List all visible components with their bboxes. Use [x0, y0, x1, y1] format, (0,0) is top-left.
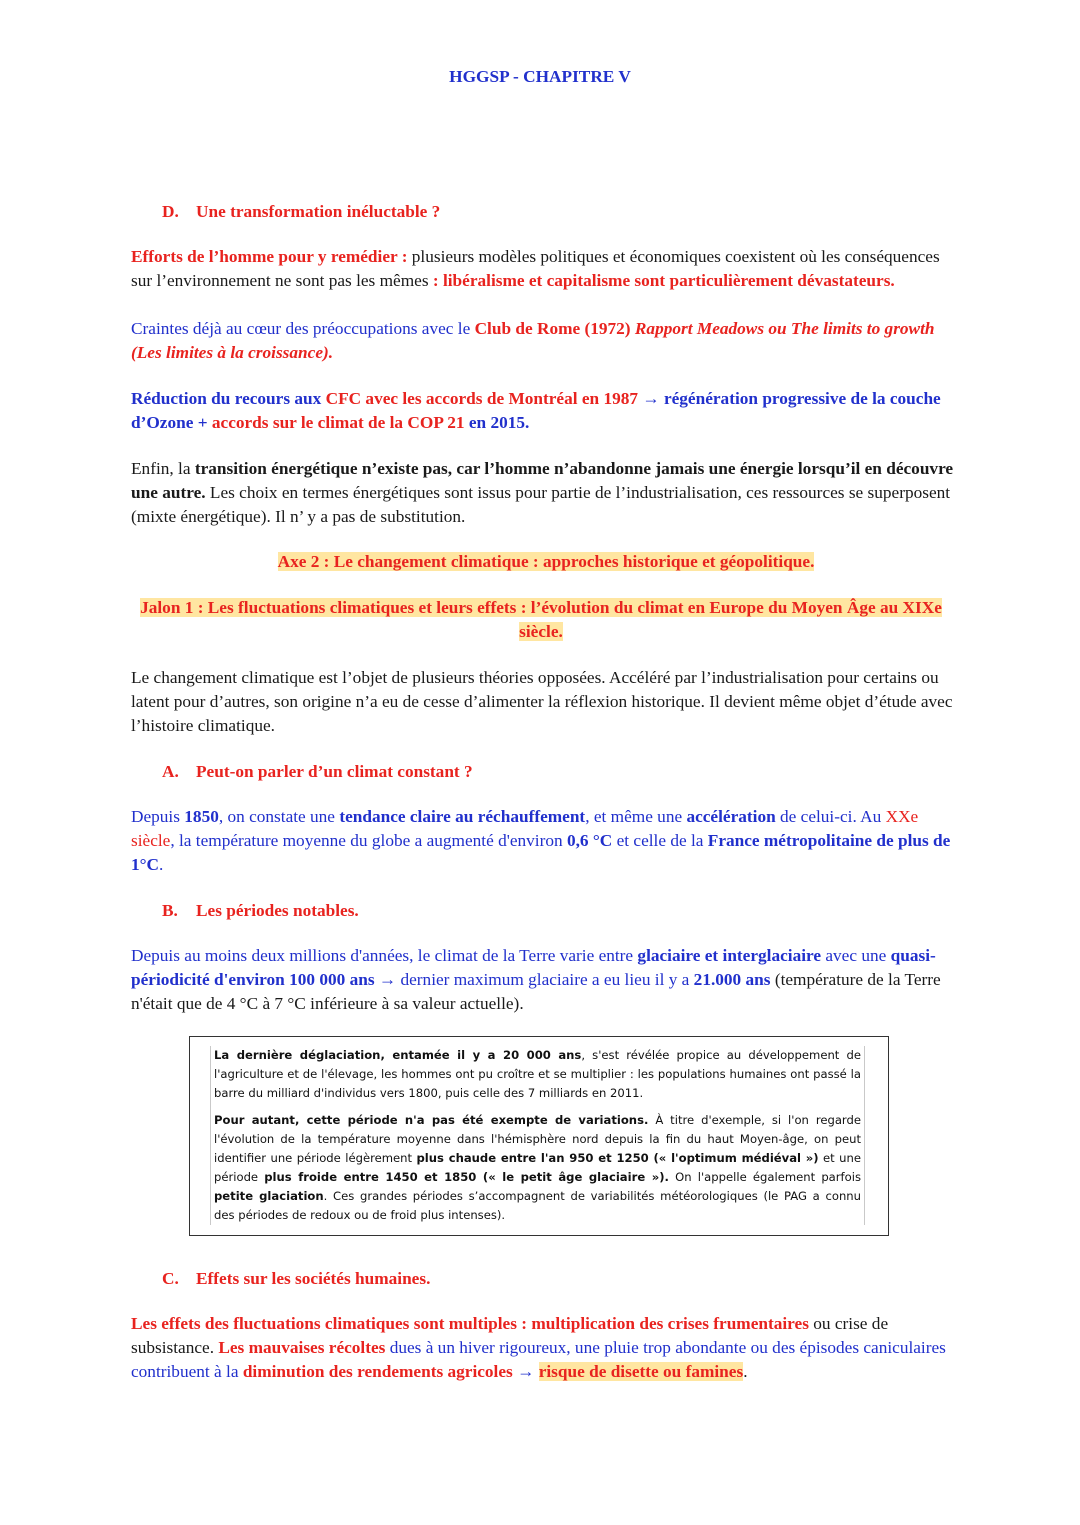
e-recoltes: Les mauvaises récoltes	[218, 1338, 386, 1357]
paragraph-intro: Le changement climatique est l’objet de plusieurs théories opposées. Accéléré par l’industrialisation pour certains ou latent pour d’autres, son origine n’a eu de cesse d’alimenter la réflexion historique. Il devient même objet d’étude avec l’histoire climatique.	[131, 668, 953, 735]
q2-petite-glaciation: petite glaciation	[214, 1189, 324, 1203]
axe-2-title	[131, 550, 961, 574]
transition-rest: Les choix en termes énergétiques sont issus pour partie de l’industrialisation, ces ressources se superposent (mixte énergétique). Il n’ y a pas de substitution.	[131, 483, 951, 526]
g-21000: 21.000 ans	[693, 970, 771, 989]
axe-2-text: Axe 2 : Le changement climatique : approches historique et géopolitique.	[277, 552, 815, 571]
section-d-letter: D.	[162, 202, 179, 221]
e-rendements: diminution des rendements agricoles	[242, 1362, 513, 1381]
e-arrow: →	[512, 1362, 539, 1381]
q2-bold-1: Pour autant, cette période n'a pas été exempte de variations.	[214, 1113, 649, 1127]
e-text-2: dues à un hiver rigoureux, une pluie trop abondante ou des épisodes caniculaires contribuent à la	[131, 1338, 946, 1381]
g-text-2: avec une	[821, 946, 891, 965]
r-text-1: Depuis	[131, 807, 185, 826]
g-text-1: Depuis au moins deux millions d'années, le climat de la Terre varie entre	[131, 946, 638, 965]
r-1850: 1850	[184, 807, 219, 826]
r-acceleration: accélération	[686, 807, 776, 826]
g-periodicite: quasi-périodicité d'environ 100 000 ans	[131, 946, 936, 989]
efforts-conclusion: : libéralisme et capitalisme sont particulièrement dévastateurs.	[432, 271, 895, 290]
g-text-3: → dernier maximum glaciaire a eu lieu il y a	[374, 970, 694, 989]
section-a-letter: A.	[162, 762, 179, 781]
q2-optimum: plus chaude entre l'an 950 et 1250 (« l'optimum médiéval »)	[416, 1151, 819, 1165]
q1-text: , s'est révélée propice au développement de l'agriculture et de l'élevage, les hommes ont pu croître et se multiplier : les populations humaines ont passé la barre du milliard d'individus vers 1800, puis celle des 7 milliards en 2011.	[214, 1048, 861, 1100]
jalon-1-title	[131, 596, 951, 644]
r-text-3: , et même une	[585, 807, 687, 826]
efforts-text: plusieurs modèles politiques et économiques coexistent où les conséquences sur l’environnement ne sont pas les mêmes	[131, 247, 940, 290]
q2-text-4: . Ces grandes périodes s’accompagnent de variabilités météorologiques (le PAG a connu des périodes de redoux ou de froid plus intenses).	[214, 1189, 861, 1222]
r-text-2: , on constate une	[218, 807, 340, 826]
cfc-ozone: → régénération progressive de la couche d’Ozone +	[131, 389, 941, 432]
paragraph-efforts	[131, 245, 961, 293]
quote-paragraph-2	[214, 1111, 861, 1225]
quote-box	[189, 1036, 889, 1236]
efforts-label: Efforts de l’homme pour y remédier :	[131, 247, 408, 266]
r-france: France métropolitaine de plus de 1°C	[131, 831, 951, 874]
e-disette: risque de disette ou famines	[538, 1362, 744, 1381]
section-b-heading	[162, 899, 359, 923]
paragraph-glaciaire	[131, 944, 961, 1016]
quote-paragraph-1	[214, 1046, 861, 1103]
e-end: .	[743, 1362, 748, 1381]
section-c-letter: C.	[162, 1269, 179, 1288]
section-a-heading	[162, 760, 473, 784]
section-a-title: Peut-on parler d’un climat constant ?	[196, 762, 473, 781]
paragraph-transition	[131, 457, 961, 529]
r-06: 0,6 °C	[566, 831, 613, 850]
cfc-montreal: CFC avec les accords de Montréal en 1987	[325, 389, 639, 408]
page-header: HGGSP - CHAPITRE V	[449, 67, 631, 86]
section-d-title: Une transformation inéluctable ?	[196, 202, 441, 221]
r-text-4: de celui-ci. Au	[775, 807, 886, 826]
paragraph-club-de-rome	[131, 317, 961, 365]
e-text-1: ou crise de subsistance.	[131, 1314, 889, 1357]
section-c-title: Effets sur les sociétés humaines.	[196, 1269, 431, 1288]
q2-text-2: et une période	[214, 1151, 861, 1184]
q2-text-1: À titre d'exemple, si l'on regarde l'évolution de la température moyenne dans l'hémisphère nord depuis la fin du haut Moyen-âge, on peut identifier une période légèrement	[214, 1113, 861, 1165]
r-tendance: tendance claire au réchauffement	[339, 807, 586, 826]
g-glaciaire: glaciaire et interglaciaire	[637, 946, 822, 965]
section-b-letter: B.	[162, 901, 178, 920]
cop21: accords sur le climat de la COP 21	[211, 413, 465, 432]
r-text-6: et celle de la	[612, 831, 708, 850]
r-text-5: , la température moyenne du globe a augmenté d'environ	[170, 831, 567, 850]
paragraph-rechauffement	[131, 805, 961, 877]
jalon-1-text: Jalon 1 : Les fluctuations climatiques et leurs effets : l’évolution du climat en Europe du Moyen Âge au XIXe siècle.	[140, 598, 942, 641]
r-end: .	[159, 855, 164, 874]
g-text-4: (température de la Terre n'était que de 4 °C à 7 °C inférieure à sa valeur actuelle).	[131, 970, 941, 1013]
section-b-title: Les périodes notables.	[196, 901, 359, 920]
section-d-heading	[162, 200, 440, 224]
q2-pag: plus froide entre 1450 et 1850 (« le petit âge glaciaire »).	[264, 1170, 669, 1184]
cop21-year: en 2015.	[464, 413, 530, 432]
q2-text-3: On l'appelle également parfois	[668, 1170, 861, 1184]
r-xxe: XXe siècle	[131, 807, 919, 850]
paragraph-effets	[131, 1312, 961, 1384]
rapport-meadows: Rapport Meadows ou The limits to growth (Les limites à la croissance).	[131, 319, 935, 362]
club-text: Craintes déjà au cœur des préoccupations avec le	[131, 319, 475, 338]
cfc-text: Réduction du recours aux	[131, 389, 326, 408]
transition-text: Enfin, la	[131, 459, 195, 478]
e-crises: Les effets des fluctuations climatiques sont multiples : multiplication des crises frumentaires	[131, 1314, 809, 1333]
club-de-rome: Club de Rome (1972)	[474, 319, 631, 338]
transition-bold: transition énergétique n’existe pas, car l’homme n’abandonne jamais une énergie lorsqu’il en découvre une autre.	[131, 459, 954, 502]
quote-inner	[210, 1046, 865, 1225]
section-c-heading	[162, 1267, 430, 1291]
paragraph-cfc	[131, 387, 961, 435]
q1-bold: La dernière déglaciation, entamée il y a 20 000 ans	[214, 1048, 582, 1062]
